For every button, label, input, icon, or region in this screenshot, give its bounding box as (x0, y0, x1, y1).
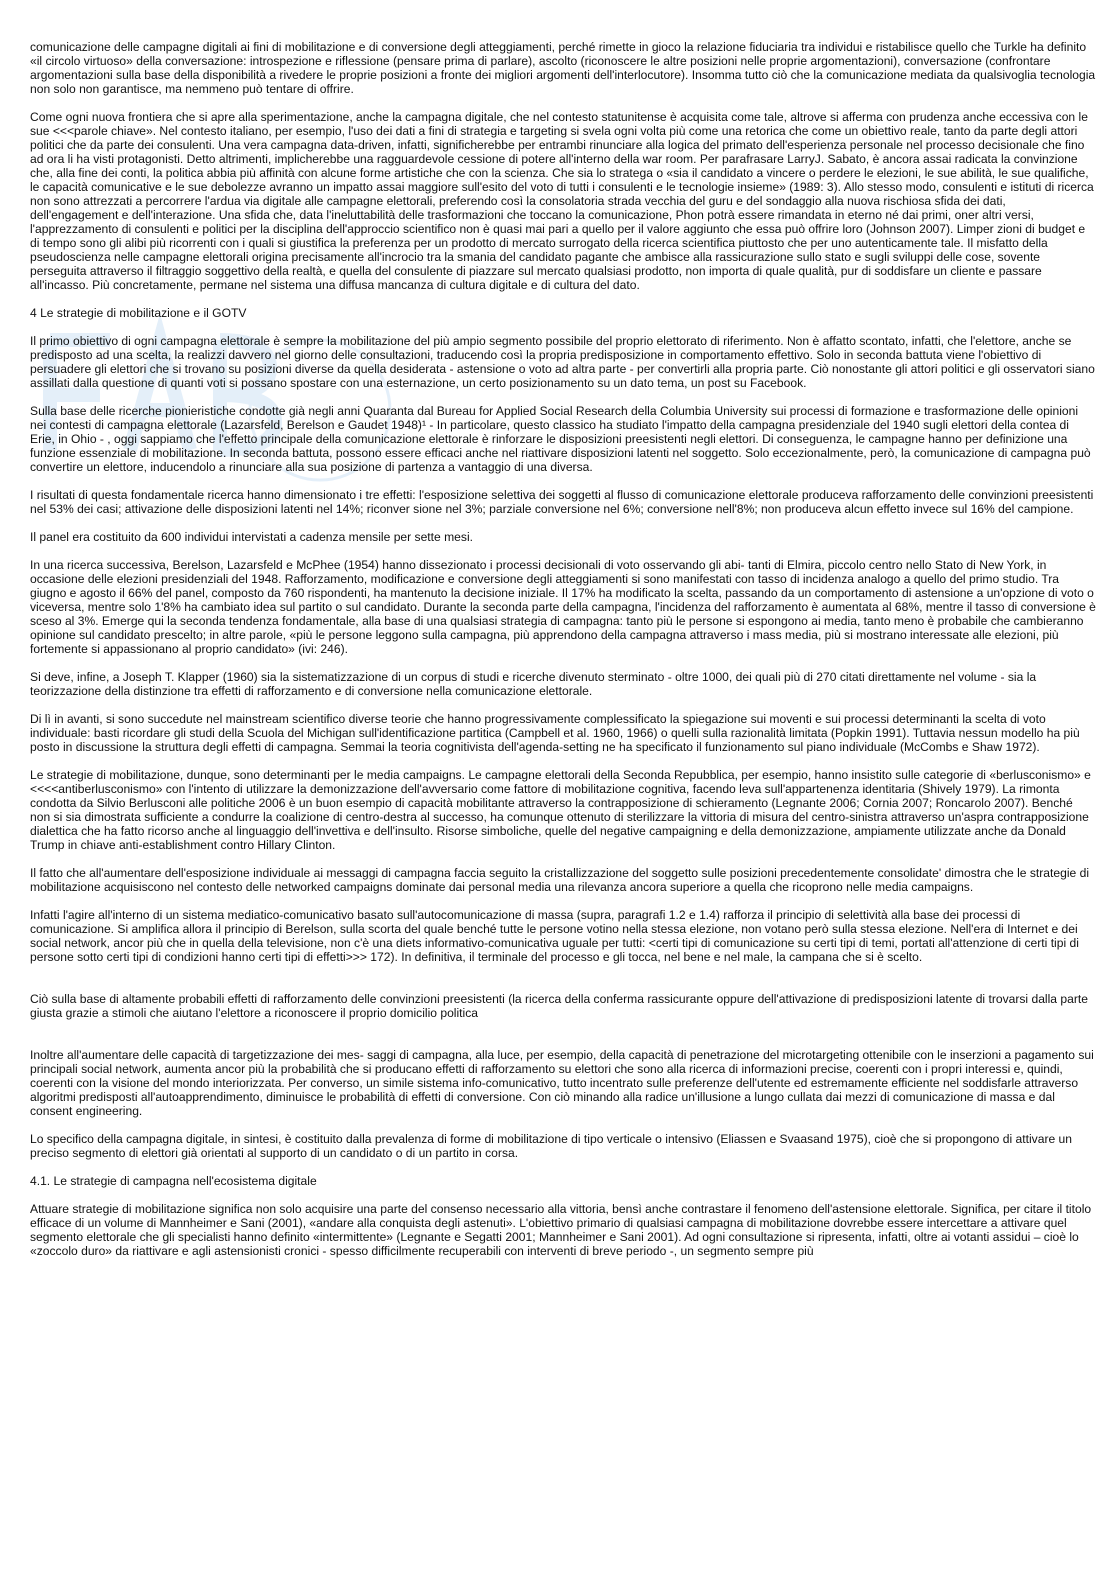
document-page (30, 40, 1096, 1272)
paragraph: Il fatto che all'aumentare dell'esposizione individuale ai messaggi di campagna faccia seguito la cristallizzazione del soggetto sulle posizioni precedentemente consolidate' dimostra che le strategie di mobilitazione acquisiscono nel contesto delle networked campaigns dominate dai personal media una rilevanza ancora superiore a quella che ricoprono nelle media campaigns. (30, 866, 1090, 894)
spacer (30, 1034, 1096, 1048)
paragraph: Il panel era costituito da 600 individui intervistati a cadenza mensile per sette mesi. (30, 530, 474, 544)
paragraph: Inoltre all'aumentare delle capacità di targetizzazione dei mes- saggi di campagna, alla luce, per esempio, della capacità di penetrazione del microtargeting ottenibile con le inserzioni a pagamento sui principali social network, aumenta ancor più la probabilità che si producano effetti di rafforzamento su elettori che sono alla ricerca di informazioni precise, coerenti con i propri interessi e, quindi, coerenti con la visione del mondo interiorizzata. Per converso, un simile sistema info-comunicativo, tutto incentrato sulle preferenze dell'utente ed estremamente efficiente nel soddisfarle attraverso algoritmi predisposti all'autoapprendimento, diminuisce le probabilità di effetti di conversione. Con ciò minando alla radice un'illusione a lungo cullata dai mezzi di comunicazione di massa e dal consent engineering. (30, 1048, 1094, 1118)
paragraph: In una ricerca successiva, Berelson, Lazarsfeld e McPhee (1954) hanno dissezionato i processi decisionali di voto osservando gli abi- tanti di Elmira, piccolo centro nello Stato di New York, in occasione delle elezioni presidenziali del 1948. Rafforzamento, modificazione e conversione degli atteggiamenti si sono manifestati con tasso di incidenza analogo a quello del primo studio. Tra giugno e agosto il 66% del panel, composto da 760 rispondenti, ha mantenuto la decisione iniziale. Il 17% ha modificato la scelta, passando da un comportamento di astensione a un'opzione di voto o viceversa, mentre solo 1'8% ha cambiato idea sul partito o sul candidato. Durante la seconda parte della campagna, l'incidenza del rafforzamento è aumentata al 68%, mentre il tasso di conversione è sceso al 3%. Emerge qui la seconda tendenza fondamentale, alla base di una qualsiasi strategia di campagna: tanto più le persone si espongono ai media, tanto meno è probabile che cambieranno opinione sul candidato prescelto; in altre parole, «più le persone leggono sulla campagna, più apprendono della campagna attraverso i mass media, più si mostrano interessate alle elezioni, più fortemente si appassionano al proprio candidato» (ivi: 246). (30, 558, 1096, 656)
section-heading-4: 4 Le strategie di mobilitazione e il GOTV (30, 306, 247, 320)
paragraph: Le strategie di mobilitazione, dunque, sono determinanti per le media campaigns. Le campagne elettorali della Seconda Repubblica, per esempio, hanno insistito sulle categorie di «berlusconismo» e <<<<antiberlusconismo» con l'intento di utilizzare la demonizzazione dell'avversario come fattore di mobilitazione cognitiva, facendo leva sull'appartenenza identitaria (Shively 1979). La rimonta condotta da Silvio Berlusconi alle politiche 2006 è un buon esempio di capacità mobilitante attraverso la contrapposizione di schieramento (Legnante 2006; Cornia 2007; Roncarolo 2007). Benché non si sia dimostrata sufficiente a condurre la coalizione di centro-destra al successo, ha comunque ottenuto di sterilizzare la vittoria di misura del centro-sinistra attraverso un'aspra contrapposizione dialettica che ha fatto ricorso anche al linguaggio dell'invettiva e dell'insulto. Risorse simboliche, quelle del negative campaigning e della demonizzazione, ampiamente utilizzate anche da Donald Trump in chiave anti-establishment contro Hillary Clinton. (30, 768, 1091, 852)
paragraph: I risultati di questa fondamentale ricerca hanno dimensionato i tre effetti: l'esposizione selettiva dei soggetti al flusso di comunicazione elettorale produceva rafforzamento delle convinzioni preesistenti nel 53% dei casi; attivazione delle disposizioni latenti nel 14%; riconver sione nel 3%; parziale conversione nel 6%; conversione nell'8%; non produceva alcun effetto invece sul 16% del campione. (30, 488, 1094, 516)
paragraph: Come ogni nuova frontiera che si apre alla sperimentazione, anche la campagna digitale, che nel contesto statunitense è acquisita come tale, altrove si afferma con prudenza anche eccessiva con le sue <<<parole chiave». Nel contesto italiano, per esempio, l'uso dei dati a fini di strategia e targeting si svela ogni volta più come una retorica che come un obiettivo reale, tanto da parte degli attori politici che da parte dei consulenti. Una vera campagna data-driven, infatti, significherebbe per entrambi rinunciare alla logica del primato dell'esperienza personale nel processo decisionale che fino ad ora li ha visti protagonisti. Detto altrimenti, implicherebbe una ragguardevole cessione di potere all'interno della war room. Per parafrasare LarryJ. Sabato, è ancora assai radicata la convinzione che, alla fine dei conti, la politica abbia più affinità con alcune forme artistiche che con la scienza. Che sia lo stratega o «sia il candidato a vincere o perdere le elezioni, le sue abilità, le sue qualifiche, le capacità comunicative e le sue debolezze avranno un impatto assai maggiore sull'esito del voto di tutti i consulenti e le tecnologie insieme» (1989: 3). Allo stesso modo, consulenti e istituti di ricerca non sono attrezzati a percorrere l'ardua via digitale alle campagne elettorali, preferendo così la consolatoria strada vecchia del guru e del sondaggio alla nuova rischiosa sfida dei dati, dell'engagement e dell'interazione. Una sfida che, data l'ineluttabilità delle trasformazioni che toccano la comunicazione, Phon potrà essere rimandata in eterno né dai primi, oner altri versi, l'apprezzamento di consulenti e politici per la disciplina dell'approccio scientifico non è quasi mai pari a quello per il valore aggiunto che essa può offrire loro (Johnson 2007). Limper zioni di budget e di tempo sono gli alibi più ricorrenti con i quali si giustifica la preferenza per un prodotto di mercato surrogato della ricerca scientifica piuttosto che per uno autenticamente tale. Il misfatto della pseudoscienza nelle campagne elettorali origina precisamente all'incrocio tra la smania del candidato pagante che ambisce alla rassicurazione sullo stato e sugli sviluppi delle cose, sovente perseguita attraverso il filtraggio soggettivo della realtà, e quella del consulente di piazzare sul mercato qualsiasi prodotto, non importa di quale qualità, pur di soddisfare un cliente e passare all'incasso. Più concretamente, permane nel sistema una diffusa mancanza di cultura digitale e di cultura del dato. (30, 110, 1094, 292)
paragraph: Attuare strategie di mobilitazione significa non solo acquisire una parte del consenso necessario alla vittoria, bensì anche contrastare il fenomeno dell'astensione elettorale. Significa, per citare il titolo efficace di un volume di Mannheimer e Sani (2001), «andare alla conquista degli astenuti». L'obiettivo primario di qualsiasi campagna di mobilitazione dovrebbe essere intercettare a attivare quel segmento elettorale che gli specialisti hanno definito «intermittente» (Legnante e Segatti 2001; Mannheimer e Sani 2001). Ad ogni consultazione si ripresenta, infatti, oltre ai votanti assidui – cioè lo «zoccolo duro» da riattivare e agli astensionisti cronici - spesso difficilmente recuperabili con interventi di breve periodo -, un segmento sempre più (30, 1202, 1092, 1258)
section-heading-4-1: 4.1. Le strategie di campagna nell'ecosistema digitale (30, 1174, 317, 1188)
paragraph: Infatti l'agire all'interno di un sistema mediatico-comunicativo basato sull'autocomunicazione di massa (supra, paragrafi 1.2 e 1.4) rafforza il principio di selettività alla base dei processi di comunicazione. Si amplifica allora il principio di Berelson, sulla scorta del quale benché tutte le persone votino nella stessa elezione, non votano però sulla stessa elezione. Nell'era di Internet e dei social network, ancor più che in quella della televisione, non c'è una diets informativo-comunicativa uguale per tutti: <certi tipi di comunicazione su certi tipi di temi, portati all'attenzione di certi tipi di persone sotto certi tipi di condizioni hanno certi tipi di effetti>>> 172). In definitiva, il terminale del processo e gli tocca, nel bene e nel male, la campana che si è scelto. (30, 908, 1079, 964)
paragraph: Il primo obiettivo di ogni campagna elettorale è sempre la mobilitazione del più ampio segmento possibile del proprio elettorato di riferimento. Non è affatto scontato, infatti, che l'elettore, anche se predisposto ad una scelta, la realizzi davvero nel giorno delle consultazioni, traducendo così la propria predisposizione in comportamento effettivo. Solo in seconda battuta viene l'obiettivo di persuadere gli elettori che si trovano su posizioni diverse da quella desiderata - astensione o voto ad altra parte - per convertirli alla propria parte. Ciò nonostante gli attori politici e gli osservatori siano assillati dalla questione di quanti voti si possano spostare con una esternazione, un certo posizionamento su un dato tema, un post su Facebook. (30, 334, 1095, 390)
paragraph: Sulla base delle ricerche pionieristiche condotte già negli anni Quaranta dal Bureau for Applied Social Research della Columbia University sui processi di formazione e trasformazione delle opinioni nei contesti di campagna elettorale (Lazarsfeld, Berelson e Gaudet 1948)¹ - In particolare, questo classico ha studiato l'impatto della campagna presidenziale del 1940 sugli elettori della contea di Erie, in Ohio - , oggi sappiamo che l'effetto principale della comunicazione elettorale è rinforzare le disposizioni preesistenti negli elettori. Di conseguenza, le campagne hanno per definizione una funzione essenziale di mobilitazione. In seconda battuta, possono essere efficaci anche nel riattivare disposizioni latenti nel soggetto. Solo eccezionalmente, però, la comunicazione di campagna può convertire un elettore, inducendolo a rinunciare alla sua posizione di partenza a vantaggio di una diversa. (30, 404, 1091, 474)
paragraph: Ciò sulla base di altamente probabili effetti di rafforzamento delle convinzioni preesistenti (la ricerca della conferma rassicurante oppure dell'attivazione di predisposizioni latente di trovarsi dalla parte giusta grazie a stimoli che aiutano l'elettore a riconoscere il proprio domicilio politica (30, 992, 1088, 1020)
paragraph: Lo specifico della campagna digitale, in sintesi, è costituito dalla prevalenza di forme di mobilitazione di tipo verticale o intensivo (Eliassen e Svaasand 1975), cioè che si propongono di attivare un preciso segmento di elettori già orientati al supporto di un candidato o di un partito in corsa. (30, 1132, 1073, 1160)
paragraph: comunicazione delle campagne digitali ai fini di mobilitazione e di conversione degli atteggiamenti, perché rimette in gioco la relazione fiduciaria tra individui e ristabilisce quello che Turkle ha definito «il circolo virtuoso» della conversazione: introspezione e riflessione (pensare prima di parlare), ascolto (riconoscere le altre posizioni nelle proprie argomentazioni), conversazione (confrontare argomentazioni sulla base della disponibilità a rivedere le proprie posizioni a fronte dei migliori argomenti dell'interlocutore). Insomma tutto ciò che la comunicazione mediata da qualsivoglia tecnologia non solo non garantisce, ma nemmeno può tentare di offrire. (30, 40, 1096, 96)
spacer (30, 978, 1096, 992)
paragraph: Si deve, infine, a Joseph T. Klapper (1960) sia la sistematizzazione di un corpus di studi e ricerche divenuto sterminato - oltre 1000, dei quali più di 270 citati direttamente nel volume - sia la teorizzazione della distinzione tra effetti di rafforzamento e di conversione nella comunicazione elettorale. (30, 670, 1037, 698)
paragraph: Di lì in avanti, si sono succedute nel mainstream scientifico diverse teorie che hanno progressivamente complessificato la spiegazione sui moventi e sui processi determinanti la scelta di voto individuale: basti ricordare gli studi della Scuola del Michigan sull'identificazione partitica (Campbell et al. 1960, 1966) o quelli sulla razionalità limitata (Popkin 1991). Tuttavia nessun modello ha più posto in discussione la struttura degli effetti di campagna. Semmai la teoria cognitivista dell'agenda-setting ne ha specificato il funzionamento sul piano individuale (McCombs e Shaw 1972). (30, 712, 1080, 754)
